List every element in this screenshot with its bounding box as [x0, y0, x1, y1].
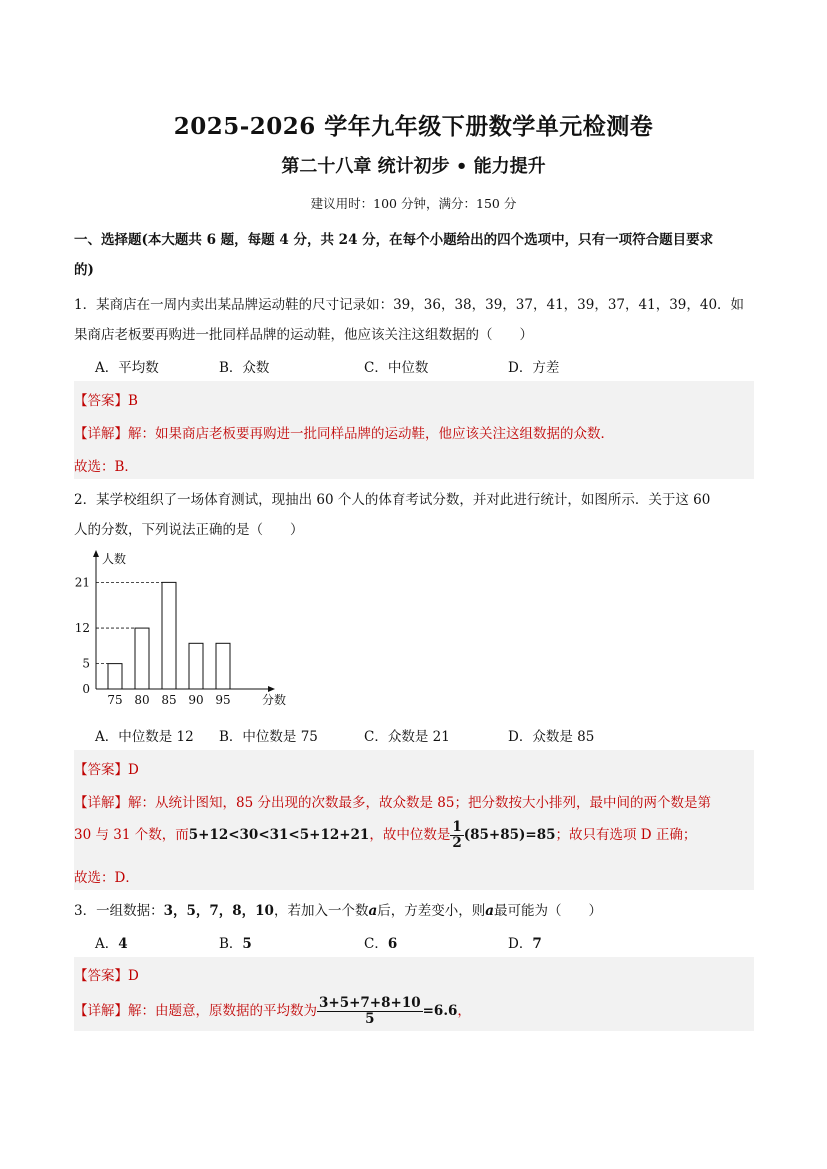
q3-detail-text: 解：由题意，原数据的平均数为 — [128, 1003, 317, 1019]
y-axis-label: 人数 — [102, 552, 127, 566]
y-tick-label: 5 — [82, 656, 90, 671]
q2-frac-den: 2 — [452, 835, 462, 851]
q1-option-b: B．众数 — [219, 360, 270, 376]
page-title: 2025-2026 学年九年级下册数学单元检测卷 — [173, 113, 654, 140]
q2-inequality: 5+12<30<31<5+12+21 — [188, 827, 370, 843]
q3-mean-fraction — [317, 996, 423, 1027]
q3-answer — [74, 964, 139, 984]
x-tick-label: 80 — [134, 693, 150, 707]
q1-option-d: D．方差 — [508, 360, 560, 376]
q2-stem-line2: 人的分数，下列说法正确的是（ ） — [74, 522, 304, 538]
q3-option-c-value: 6 — [387, 936, 398, 952]
x-tick-label: 75 — [107, 693, 123, 707]
q3-answer-tag: 【答案】 — [74, 968, 128, 984]
section-heading-line2: 的) — [74, 262, 94, 278]
q1-answer-tag: 【答案】 — [74, 393, 128, 409]
q2-option-b: B．中位数是 75 — [219, 729, 318, 745]
q3-option-b-label: B． — [219, 936, 243, 952]
q3-option-d — [508, 932, 542, 952]
y-tick-label: 21 — [74, 575, 90, 590]
q1-detail-text: 解：如果商店老板要再购进一批同样品牌的运动鞋，他应该关注这组数据的众数． — [128, 426, 614, 442]
q1-conclusion: 故选：B． — [74, 459, 138, 475]
x-tick-label: 95 — [215, 693, 231, 707]
q2-median-expr: (85+85)=85 — [463, 827, 556, 843]
y-axis-arrow — [93, 550, 99, 557]
q3-detail-end: ， — [457, 1003, 471, 1019]
section-heading-line1: 一、选择题(本大题共 6 题，每题 4 分，共 24 分，在每个小题给出的四个选项中，只有一项符合题目要求 — [74, 232, 714, 248]
q3-option-a-label: A． — [95, 936, 119, 952]
y-tick-label: 12 — [74, 621, 90, 636]
q3-option-c — [364, 932, 397, 952]
bar-75 — [108, 664, 122, 689]
bar-85 — [162, 582, 176, 689]
q3-option-b — [219, 932, 252, 952]
q2-option-c: C．众数是 21 — [364, 729, 450, 745]
q2-half-fraction — [450, 820, 463, 851]
q2-detail-tag: 【详解】 — [74, 795, 128, 811]
q1-answer-value: B — [128, 393, 138, 409]
q3-option-a-value: 4 — [118, 936, 128, 952]
q3-option-d-value: 7 — [532, 936, 542, 952]
q2-detail-text1: 解：从统计图知，85 分出现的次数最多，故众数是 85；把分数按大小排列，最中间的两个数是第 — [128, 795, 711, 811]
q3-stem-b: ，若加入一个数 — [273, 903, 369, 919]
x-axis-arrow — [268, 686, 275, 692]
q3-mean-result: =6.6 — [422, 1003, 458, 1019]
q3-detail — [74, 994, 471, 1028]
q3-answer-value: D — [128, 968, 139, 984]
x-tick-label: 85 — [161, 693, 177, 707]
x-tick-label: 90 — [188, 693, 204, 707]
q2-detail-text2c: ；故只有选项 D 正确； — [555, 827, 697, 843]
q3-stem-a: 3．一组数据： — [74, 903, 164, 919]
q3-stem-d: 最可能为（ ） — [493, 903, 602, 919]
bar-80 — [135, 628, 149, 689]
q2-frac-num: 1 — [452, 819, 462, 835]
q2-detail-line1 — [74, 791, 711, 811]
q2-detail-text2a: 30 与 31 个数，而 — [74, 827, 189, 843]
q2-answer-value: D — [128, 762, 139, 778]
y-tick-label: 0 — [82, 682, 90, 696]
q3-option-d-label: D． — [508, 936, 533, 952]
q1-stem-line2: 果商店老板要再购进一批同样品牌的运动鞋，他应该关注这组数据的（ ） — [74, 327, 533, 343]
q3-stem-c: 后，方差变小，则 — [377, 903, 486, 919]
q2-detail-text2b: ，故中位数是 — [369, 827, 451, 843]
score-bar-chart — [70, 545, 290, 715]
q1-option-a: A．平均数 — [95, 360, 159, 376]
q1-option-c: C．中位数 — [364, 360, 429, 376]
q2-option-a: A．中位数是 12 — [95, 729, 194, 745]
bar-95 — [216, 643, 230, 689]
q2-detail-line2 — [74, 820, 696, 851]
q3-data: 3，5，7，8，10 — [163, 903, 274, 919]
q2-conclusion: 故选：D． — [74, 870, 139, 886]
q1-detail-tag: 【详解】 — [74, 426, 128, 442]
q2-option-d: D．众数是 85 — [508, 729, 595, 745]
q3-var-a: a — [368, 903, 378, 919]
q3-mean-den: 5 — [365, 1011, 375, 1027]
q3-mean-num: 3+5+7+8+10 — [319, 995, 421, 1011]
bar-90 — [189, 643, 203, 689]
q1-detail — [74, 422, 614, 442]
q3-option-c-label: C． — [364, 936, 388, 952]
q1-answer — [74, 389, 138, 409]
q3-detail-tag: 【详解】 — [74, 1003, 128, 1019]
q3-stem — [74, 899, 602, 919]
x-axis-label: 分数 — [262, 693, 287, 707]
q3-option-b-value: 5 — [242, 936, 252, 952]
exam-meta: 建议用时：100 分钟，满分：150 分 — [310, 196, 517, 211]
q2-answer-tag: 【答案】 — [74, 762, 128, 778]
chapter-subtitle: 第二十八章 统计初步 • 能力提升 — [281, 156, 546, 177]
q2-answer — [74, 758, 139, 778]
q1-stem-line1: 1．某商店在一周内卖出某品牌运动鞋的尺寸记录如：39，36，38，39，37，41，39，37，41，39，40．如 — [74, 297, 745, 313]
q3-option-a — [95, 932, 128, 952]
q2-stem-line1: 2．某学校组织了一场体育测试，现抽出 60 个人的体育考试分数，并对此进行统计，如图所示．关于这 60 — [74, 492, 711, 508]
q3-var-a2: a — [485, 903, 494, 919]
